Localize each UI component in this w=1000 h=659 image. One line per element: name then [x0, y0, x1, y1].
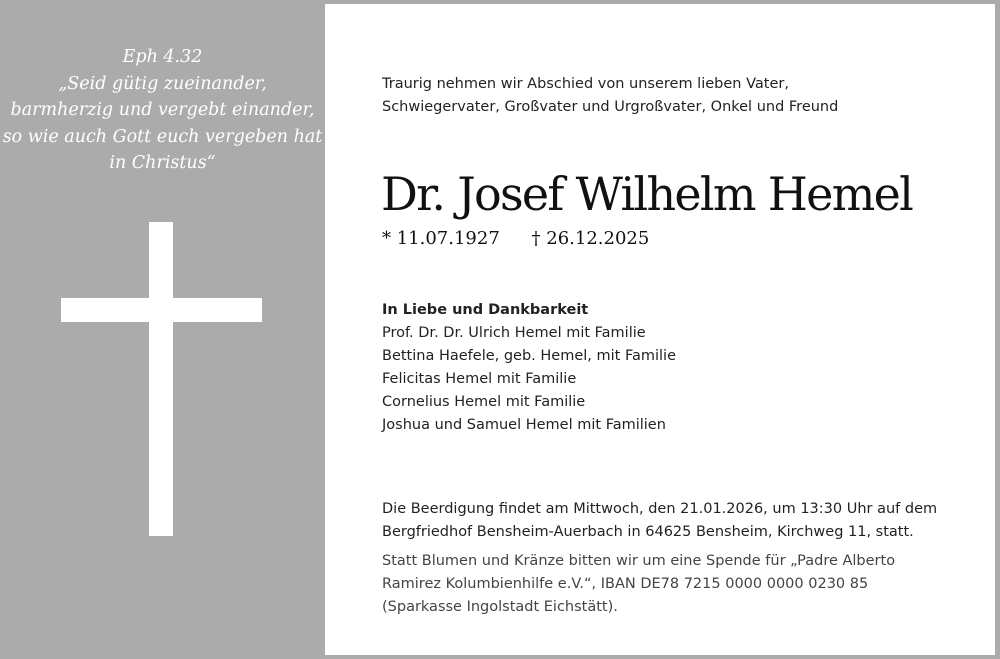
intro-line: Traurig nehmen wir Abschied von unserem lieben Vater, [382, 76, 789, 92]
side-panel [0, 0, 325, 659]
family-heading: In Liebe und Dankbarkeit [382, 302, 589, 318]
cross-horizontal-beam [61, 298, 262, 322]
donation-line: Ramirez Kolumbienhilfe e.V.“, IBAN DE78 7215 0000 0000 0230 85 [382, 576, 869, 592]
intro-line: Schwiegervater, Großvater und Urgroßvater, Onkel und Freund [382, 99, 839, 115]
funeral-line: Bergfriedhof Bensheim-Auerbach in 64625 Bensheim, Kirchweg 11, statt. [382, 524, 914, 540]
bible-verse [0, 44, 325, 177]
family-member: Felicitas Hemel mit Familie [382, 371, 577, 387]
family-list [382, 299, 676, 437]
deceased-name: Dr. Josef Wilhelm Hemel [381, 167, 913, 221]
donation-line: Statt Blumen und Kränze bitten wir um eine Spende für „Padre Alberto [382, 553, 896, 569]
verse-line: in Christus“ [109, 153, 216, 173]
cross-vertical-beam [149, 222, 173, 536]
intro-text [382, 73, 838, 119]
verse-line: so wie auch Gott euch vergeben hat [2, 126, 323, 147]
donation-line: (Sparkasse Ingolstadt Eichstätt). [382, 599, 618, 615]
verse-line: „Seid gütig zueinander, [58, 73, 267, 94]
family-member: Cornelius Hemel mit Familie [382, 394, 586, 410]
verse-reference: Eph 4.32 [122, 47, 203, 67]
family-member: Bettina Haefele, geb. Hemel, mit Familie [382, 348, 676, 364]
life-dates [382, 226, 649, 252]
birth-date: * 11.07.1927 [382, 228, 500, 249]
donation-notice [382, 550, 895, 619]
funeral-notice [382, 498, 937, 544]
funeral-line: Die Beerdigung findet am Mittwoch, den 21.01.2026, um 13:30 Uhr auf dem [382, 501, 938, 517]
family-member: Prof. Dr. Dr. Ulrich Hemel mit Familie [382, 325, 646, 341]
death-date: † 26.12.2025 [531, 228, 650, 249]
verse-line: barmherzig und vergebt einander, [10, 100, 315, 120]
family-member: Joshua und Samuel Hemel mit Familien [382, 417, 666, 433]
obituary-card [325, 4, 995, 655]
